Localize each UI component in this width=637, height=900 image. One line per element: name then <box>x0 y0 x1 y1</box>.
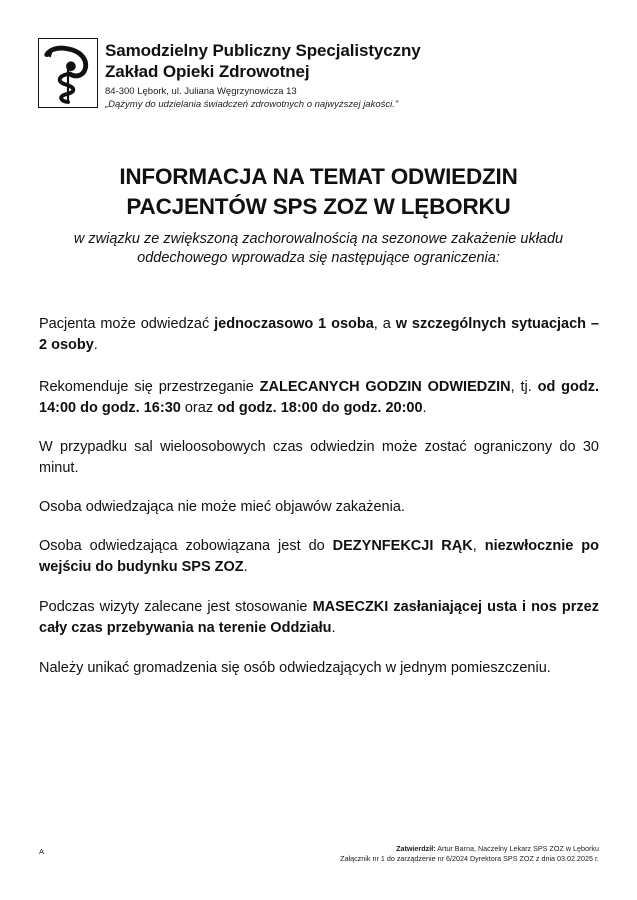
text: W przypadku sal wieloosobowych czas odwiedzin może zostać ograniczony do 30 minut. <box>39 439 599 476</box>
approval-line <box>340 844 599 854</box>
paragraph-hand-disinfection <box>39 536 599 578</box>
title-line2: PACJENTÓW SPS ZOZ W LĘBORKU <box>126 194 511 219</box>
snake-staff-icon <box>39 39 97 107</box>
paragraph-multi-bed-rooms <box>39 437 599 479</box>
paragraph-avoid-gathering <box>39 658 599 679</box>
text: , tj. <box>510 379 538 395</box>
approved-by: Artur Barna, Naczelny Lekarz SPS ZOZ w Lęborku <box>435 844 599 853</box>
page-subtitle <box>20 230 617 268</box>
bold-text: ZALECANYCH GODZIN ODWIEDZIN <box>259 379 511 395</box>
text: Osoba odwiedzająca zobowiązana jest do <box>39 538 333 554</box>
bold-text: od godz. 18:00 do godz. 20:00 <box>217 400 423 416</box>
bold-text: niezwłocznie po wejściu do budynku SPS ZOZ <box>39 538 600 575</box>
page-title <box>20 162 617 222</box>
text: Pacjenta może odwiedzać <box>39 316 215 332</box>
bold-text: w szczególnych sytuacjach – 2 osoby <box>39 316 599 353</box>
text: Należy unikać gromadzenia się osób odwiedzających w jednym pomieszczeniu. <box>39 660 551 676</box>
organization-header <box>105 40 605 111</box>
bold-text: MASECZKI zasłaniającej usta i nos przez cały czas przebywania na terenie Oddziału <box>39 599 599 636</box>
text: oraz <box>180 400 218 416</box>
text: , <box>472 538 485 554</box>
text: . <box>243 559 248 575</box>
paragraph-face-mask <box>39 597 599 639</box>
org-name-line1: Samodzielny Publiczny Specjalistyczny <box>105 41 421 60</box>
text: Rekomenduje się przestrzeganie <box>39 379 260 395</box>
org-address: 84-300 Lębork, ul. Juliana Węgrzynowicza 13 <box>105 86 297 97</box>
footer-left-mark: A <box>39 847 45 856</box>
bold-text: jednoczasowo 1 osoba <box>214 316 374 332</box>
approved-label: Zatwierdził: <box>396 844 436 853</box>
title-line1: INFORMACJA NA TEMAT ODWIEDZIN <box>119 164 518 189</box>
text: , a <box>373 316 396 332</box>
bold-text: od godz. 14:00 do godz. 16:30 <box>39 379 600 416</box>
footer-approval <box>340 844 599 864</box>
attachment-line: Załącznik nr 1 do zarządzenie nr 6/2024 Dyrektora SPS ZOZ z dnia 03.02.2025 r. <box>340 854 599 863</box>
text: . <box>331 620 336 636</box>
paragraph-visitors-count <box>39 314 599 356</box>
text: . <box>93 337 98 353</box>
text: Podczas wizyty zalecane jest stosowanie <box>39 599 313 615</box>
paragraph-no-symptoms <box>39 497 599 518</box>
caduceus-logo-icon <box>38 38 98 108</box>
subtitle-line2: oddechowego wprowadza się następujące ograniczenia: <box>137 250 500 266</box>
subtitle-line1: w związku ze zwiększoną zachorowalnością na sezonowe zakażenie układu <box>73 231 564 247</box>
org-name-line2: Zakład Opieki Zdrowotnej <box>105 62 310 81</box>
text: Osoba odwiedzająca nie może mieć objawów zakażenia. <box>39 499 405 515</box>
text: . <box>422 400 427 416</box>
org-motto: „Dążymy do udzielania świadczeń zdrowotnych o najwyższej jakości.” <box>105 99 399 110</box>
bold-text: DEZYNFEKCJI RĄK <box>332 538 473 554</box>
paragraph-visiting-hours <box>39 377 599 419</box>
